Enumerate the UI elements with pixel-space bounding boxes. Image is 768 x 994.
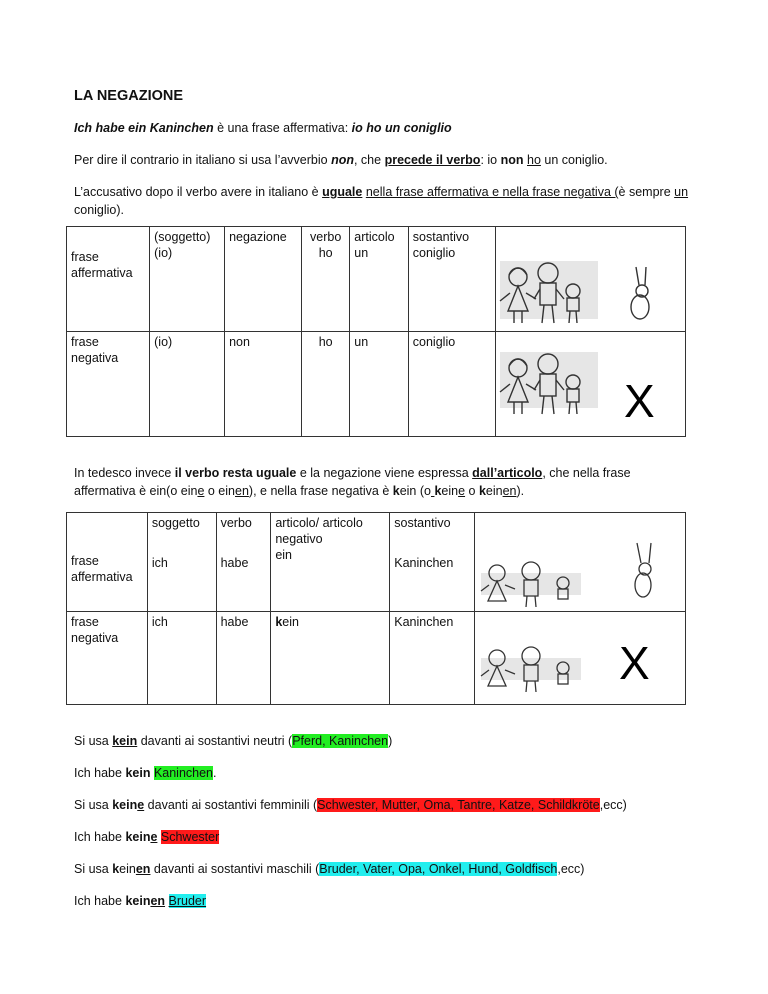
example-neuter: Ich habe kein Kaninchen.: [74, 766, 217, 780]
family-with-rabbit-drawing: [496, 227, 680, 331]
table-cell: sostantivo coniglio: [408, 227, 495, 332]
family-with-rabbit-drawing: [475, 513, 685, 611]
family-without-rabbit-drawing: [475, 612, 685, 704]
table-cell: ich: [147, 612, 216, 705]
rabbit-ears: [636, 267, 646, 285]
intro-sentence: Ich habe ein Kaninchen è una frase affermativa: io ho un coniglio: [74, 121, 452, 135]
table-cell: coniglio: [408, 332, 495, 437]
picture-cell: [496, 332, 686, 437]
rule-masculine: Si usa keinen davanti ai sostantivi maschili (Bruder, Vater, Opa, Onkel, Hund, Goldfisch,ecc): [74, 862, 585, 876]
rule-neuter: Si usa kein davanti ai sostantivi neutri (Pferd, Kaninchen): [74, 734, 393, 748]
table-cell: ho: [302, 332, 350, 437]
row-label: frase negativa: [67, 332, 150, 437]
table-cell: negazione: [225, 227, 302, 332]
table-cell: verbo habe: [216, 513, 271, 612]
row-label: frase negativa: [67, 612, 148, 705]
table-cell: verbo ho: [302, 227, 350, 332]
picture-cell: [474, 513, 685, 612]
row-label: frase affermativa: [67, 513, 148, 612]
table-cell: articolo/ articolo negativo ein: [271, 513, 390, 612]
german-negation-table: [66, 512, 686, 705]
table-cell: habe: [216, 612, 271, 705]
table-cell: Kaninchen: [390, 612, 475, 705]
x-mark: X: [624, 375, 655, 427]
table-cell: (soggetto) (io): [150, 227, 225, 332]
italian-negation-table: [66, 226, 686, 437]
page-title: LA NEGAZIONE: [74, 88, 184, 104]
paragraph-german-negation-1: In tedesco invece il verbo resta uguale e la negazione viene espressa dall’articolo, che nella frase: [74, 466, 631, 480]
paragraph-italian-negation: Per dire il contrario in italiano si usa l’avverbio non, che precede il verbo: io non ho un coniglio.: [74, 153, 608, 167]
rabbit-body: [635, 573, 651, 597]
paragraph-german-negation-2: affermativa è ein(o eine o einen), e nella frase negativa è kein (o keine o keinen).: [74, 484, 525, 498]
table-row: [67, 332, 686, 437]
table-cell: articolo un: [350, 227, 409, 332]
table-cell-kein: kein: [271, 612, 390, 705]
table-cell: un: [350, 332, 409, 437]
table-cell: (io): [150, 332, 225, 437]
rabbit-ears: [637, 543, 651, 563]
father-legs: [526, 681, 536, 692]
example-feminine: Ich habe keine Schwester: [74, 830, 220, 844]
picture-cell: [496, 227, 686, 332]
example-masculine: Ich habe keinen Bruder: [74, 894, 207, 908]
paragraph-accusative: L’accusativo dopo il verbo avere in italiano è uguale nella frase affermativa e nella frase negativa (è sempre un coniglio).: [74, 185, 689, 217]
table-row: [67, 513, 686, 612]
picture-cell: [474, 612, 685, 705]
table-cell: sostantivo Kaninchen: [390, 513, 475, 612]
table-cell: non: [225, 332, 302, 437]
rule-feminine: Si usa keine davanti ai sostantivi femminili (Schwester, Mutter, Oma, Tantre, Katze, Schildkröte,ecc): [74, 798, 627, 812]
x-mark: X: [618, 637, 650, 689]
table-row: [67, 227, 686, 332]
table-row: [67, 612, 686, 705]
table-cell: soggetto ich: [147, 513, 216, 612]
row-label: frase affermativa: [67, 227, 150, 332]
rabbit-body: [631, 295, 649, 319]
father-legs: [526, 596, 536, 607]
